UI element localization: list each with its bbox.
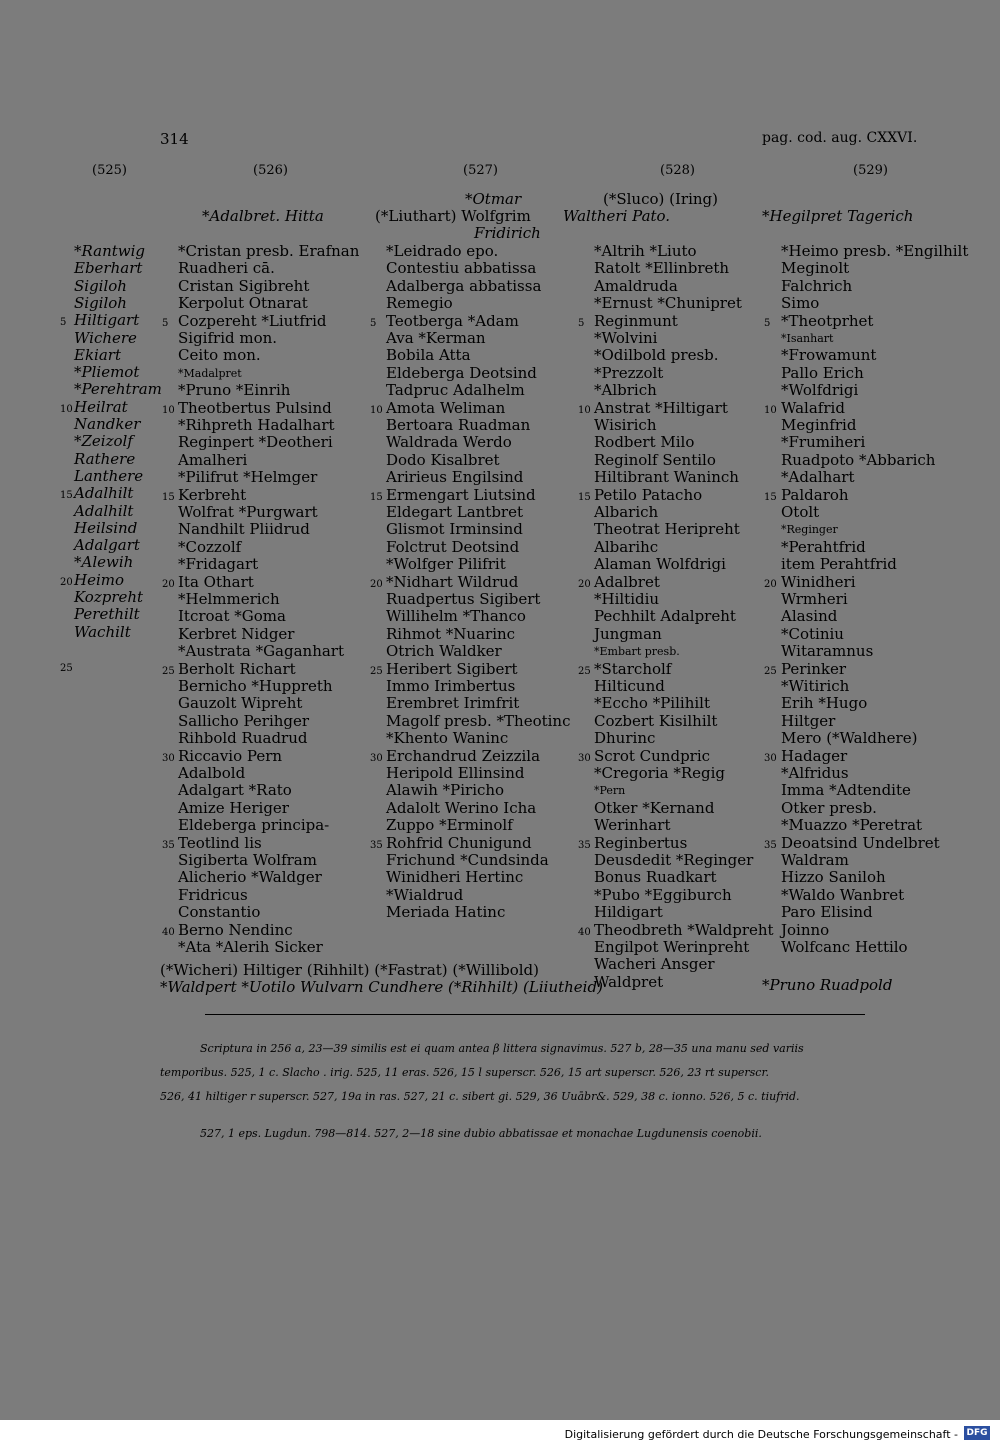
list-item: *Pliemot — [74, 363, 140, 382]
list-item: Eldeberga Deotsind — [386, 363, 537, 382]
list-item: Eldeberga principa- — [178, 816, 330, 835]
list-item: *Alfridus — [781, 764, 849, 782]
line-number: 40 — [578, 926, 591, 938]
list-item: Imma *Adtendite — [781, 781, 911, 800]
list-item: Wisirich — [594, 416, 657, 434]
list-item: Folctrut Deotsind — [386, 537, 520, 556]
line-number: 40 — [162, 926, 175, 938]
line-number: 10 — [162, 404, 175, 416]
list-item: Heribert Sigibert — [386, 659, 518, 678]
list-item: Nandker — [74, 415, 141, 433]
list-item: Rihbold Ruadrud — [178, 729, 308, 748]
list-item: Hizzo Saniloh — [781, 868, 886, 887]
list-item: Waldram — [781, 851, 849, 869]
line-number: 10 — [764, 404, 777, 416]
line-number: 10 — [578, 404, 591, 416]
list-item: *Pern — [594, 784, 626, 798]
list-item: Remegio — [386, 294, 453, 313]
list-item: *Madalpret — [178, 366, 242, 380]
line-number: 30 — [162, 752, 175, 764]
note-line: 526, 41 hiltiger r superscr. 527, 19a in ras. 527, 21 c. sibert gi. 529, 36 Uuābr&. 529, 38 c. ionno. 526, 5 c. tiufrid. — [160, 1090, 800, 1103]
list-item: Otrich Waldker — [386, 642, 502, 661]
line-number: 25 — [764, 665, 777, 677]
list-item: Teotlind lis — [178, 833, 262, 852]
list-item: Adalolt Werino Icha — [386, 798, 537, 817]
dfg-logo: DFG — [964, 1426, 990, 1440]
list-item: Waldpret — [594, 972, 664, 991]
col527-header-bot: Fridirich — [474, 224, 541, 242]
list-item: Ceito mon. — [178, 346, 261, 365]
list-item: *Rantwig — [74, 242, 146, 260]
line-number: 25 — [162, 665, 175, 677]
list-item: Lanthere — [74, 466, 144, 485]
list-item: Zuppo *Erminolf — [386, 816, 513, 835]
list-item: Gauzolt Wipreht — [178, 694, 303, 713]
list-item: Berholt Richart — [178, 659, 296, 678]
list-item: Pallo Erich — [781, 363, 864, 382]
list-item: *Alewih — [74, 553, 134, 572]
list-item: Cozbert Kisilhilt — [594, 711, 718, 730]
list-item: *Isanhart — [781, 332, 834, 345]
list-item: Bernicho *Huppreth — [178, 677, 333, 695]
list-item: Constantio — [178, 903, 261, 922]
list-item: Magolf presb. *Theotinc — [386, 711, 571, 730]
list-item: *Pubo *Eggiburch — [594, 885, 732, 904]
page-number: 314 — [160, 130, 189, 148]
line-number: 15 — [60, 490, 73, 502]
col529-header: *Hegilpret Tagerich — [762, 207, 914, 225]
list-item: Winidheri Hertinc — [386, 868, 524, 887]
list-item: *Helmmerich — [178, 590, 280, 608]
line-number: 20 — [370, 578, 383, 590]
list-item: Adalhilt — [74, 484, 134, 503]
list-item: Amota Weliman — [386, 398, 506, 417]
line-number: 30 — [764, 752, 777, 764]
list-item: *Pruno *Einrih — [178, 381, 291, 400]
list-item: Kozpreht — [74, 588, 144, 606]
list-item: Eberhart — [74, 259, 143, 278]
list-item: Meginfrid — [781, 416, 857, 434]
list-item: *Heimo presb. *Engilhilt — [781, 242, 969, 260]
line-number: 25 — [578, 665, 591, 677]
col528-header-mid: Waltheri Pato. — [563, 207, 671, 225]
list-item: Ratolt *Ellinbreth — [594, 259, 730, 278]
list-item: Ekiart — [74, 345, 121, 364]
list-item: Reginbertus — [594, 833, 688, 852]
list-item: *Zeizolf — [74, 432, 133, 451]
list-item: Teotberga *Adam — [386, 311, 519, 330]
line-number: 5 — [162, 317, 169, 329]
list-item: Berno Nendinc — [178, 920, 293, 939]
list-item: Sigiberta Wolfram — [178, 851, 317, 869]
list-item: Paldaroh — [781, 485, 849, 504]
list-item: Falchrich — [781, 276, 853, 295]
list-item: *Wolfger Pilifrit — [386, 555, 506, 574]
list-item: Hiltigart — [74, 311, 140, 330]
line-number: 30 — [578, 752, 591, 764]
list-item: *Embart presb. — [594, 645, 680, 659]
list-item: *Eccho *Pilihilt — [594, 694, 710, 713]
list-item: Jungman — [594, 624, 662, 643]
list-item: Kerpolut Otnarat — [178, 294, 308, 313]
list-item: Adalbold — [178, 764, 246, 782]
line-number: 25 — [60, 663, 73, 675]
dfg-credit: Digitalisierung gefördert durch die Deutsche Forschungsgemeinschaft - — [564, 1428, 958, 1441]
list-item: Erembret Irimfrit — [386, 694, 520, 713]
list-item: *Adalhart — [781, 468, 855, 487]
line-number: 15 — [162, 491, 175, 503]
list-item: Otker presb. — [781, 798, 877, 817]
list-item: Hiltibrant Waninch — [594, 468, 739, 487]
list-item: Wrmheri — [781, 590, 848, 608]
list-item: Hadager — [781, 746, 848, 765]
note-line: 527, 1 eps. Lugdun. 798—814. 527, 2—18 sine dubio abbatissae et monachae Lugdunensis coenobii. — [200, 1127, 762, 1140]
col528-header-top: (*Sluco) (Iring) — [603, 190, 718, 208]
list-item: Joinno — [781, 920, 830, 939]
line-number: 35 — [764, 839, 777, 851]
list-item: Fridricus — [178, 885, 248, 904]
line-number: 5 — [578, 317, 585, 329]
list-item: Scrot Cundpric — [594, 746, 711, 765]
line-number: 20 — [764, 578, 777, 590]
list-item: Dodo Kisalbret — [386, 450, 500, 469]
list-item: Dhurinc — [594, 729, 656, 748]
list-item: Rohfrid Chunigund — [386, 833, 532, 852]
apparatus-rule — [205, 1014, 865, 1015]
column-heading: (525) — [92, 163, 127, 178]
list-item: Walafrid — [781, 398, 845, 417]
list-item: Reginmunt — [594, 311, 678, 330]
list-item: Heripold Ellinsind — [386, 764, 525, 782]
line-number: 5 — [370, 317, 377, 329]
list-item: *Wialdrud — [386, 885, 464, 904]
list-item: item Perahtfrid — [781, 555, 897, 574]
list-item: *Theotprhet — [781, 311, 874, 330]
list-item: Rihmot *Nuarinc — [386, 624, 516, 643]
list-item: *Wolfdrigi — [781, 381, 859, 400]
list-item: *Wolvini — [594, 329, 658, 347]
list-item: Rathere — [74, 449, 136, 468]
list-item: *Muazzo *Peretrat — [781, 816, 923, 835]
list-item: *Cregoria *Regig — [594, 764, 726, 782]
line-number: 30 — [370, 752, 383, 764]
list-item: *Odilbold presb. — [594, 346, 719, 365]
list-item: *Ata *Alerih Sicker — [178, 938, 323, 956]
footer-line: (*Wicheri) Hiltiger (Rihhilt) (*Fastrat) (*Willibold) — [160, 961, 540, 979]
list-item: *Fridagart — [178, 555, 259, 574]
list-item: Otolt — [781, 503, 820, 521]
list-item: Frichund *Cundsinda — [386, 851, 549, 869]
list-item: Glismot Irminsind — [386, 520, 523, 539]
list-item: *Cotiniu — [781, 624, 844, 643]
list-item: Alaman Wolfdrigi — [594, 555, 726, 574]
footer-line: *Pruno Ruadpold — [762, 976, 893, 994]
list-item: Kerbreht — [178, 485, 247, 504]
list-item: Theotbertus Pulsind — [178, 398, 332, 417]
col527-header-top: *Otmar — [465, 190, 522, 208]
list-item: *Witirich — [781, 677, 850, 695]
list-item: Erchandrud Zeizzila — [386, 746, 541, 765]
list-item: Perethilt — [74, 605, 140, 624]
list-item: *Frumiheri — [781, 433, 866, 452]
list-item: Bonus Ruadkart — [594, 868, 717, 887]
line-number: 5 — [764, 317, 771, 329]
column-heading: (526) — [253, 163, 288, 178]
list-item: *Austrata *Gaganhart — [178, 642, 345, 661]
list-item: Waldrada Werdo — [386, 433, 512, 452]
line-number: 20 — [162, 578, 175, 590]
col526-header: *Adalbret. Hitta — [202, 207, 324, 225]
list-item: Sigiloh — [74, 276, 127, 295]
list-item: *Waldo Wanbret — [781, 885, 905, 904]
list-item: *Prezzolt — [594, 363, 664, 382]
column-heading: (527) — [463, 163, 498, 178]
list-item: Heilrat — [74, 397, 128, 416]
list-item: Sallicho Perihger — [178, 711, 310, 730]
list-item: Meriada Hatinc — [386, 903, 506, 922]
list-item: Amaldruda — [594, 276, 678, 295]
list-item: *Perehtram — [74, 380, 162, 399]
list-item: Werinhart — [594, 816, 671, 835]
list-item: Wolfrat *Purgwart — [178, 503, 318, 521]
list-item: *Reginger — [781, 523, 838, 537]
list-item: Engilpot Werinpreht — [594, 938, 750, 956]
list-item: Contestiu abbatissa — [386, 259, 537, 278]
list-item: Erih *Hugo — [781, 694, 868, 713]
list-item: *Hiltidiu — [594, 590, 660, 608]
list-item: Otker *Kernand — [594, 798, 715, 817]
list-item: Cozpereht *Liutfrid — [178, 311, 327, 330]
list-item: Riccavio Pern — [178, 746, 283, 765]
list-item: *Albrich — [594, 381, 657, 400]
line-number: 20 — [578, 578, 591, 590]
list-item: Bertoara Ruadman — [386, 416, 531, 434]
list-item: Ruadheri cā. — [178, 259, 275, 278]
list-item: *Ernust *Chunipret — [594, 294, 742, 313]
list-item: Mero (*Waldhere) — [781, 729, 918, 748]
list-item: Nandhilt Pliidrud — [178, 520, 310, 539]
list-item: Theodbreth *Waldpreht — [594, 920, 774, 939]
running-head: pag. cod. aug. CXXVI. — [762, 130, 918, 146]
list-item: Adalberga abbatissa — [386, 276, 542, 295]
note-line: temporibus. 525, 1 c. Slacho . irig. 525, 11 eras. 526, 15 l superscr. 526, 15 art superscr. 526, 23 rt superscr. — [160, 1066, 769, 1079]
footer-line: *Waldpert *Uotilo Wulvarn Cundhere (*Rihhilt) (Liiutheid) — [160, 978, 603, 996]
list-item: Adalgart *Rato — [178, 781, 292, 800]
list-item: Paro Elisind — [781, 903, 873, 922]
list-item: *Cristan presb. Erafnan — [178, 242, 360, 260]
list-item: *Rihpreth Hadalhart — [178, 416, 335, 434]
list-item: Petilo Patacho — [594, 485, 703, 504]
list-item: Ermengart Liutsind — [386, 485, 536, 504]
list-item: Tadpruc Adalhelm — [386, 381, 525, 400]
list-item: Wichere — [74, 328, 137, 347]
list-item: Eldegart Lantbret — [386, 503, 524, 521]
line-number: 15 — [370, 491, 383, 503]
list-item: Willihelm *Thanco — [386, 607, 526, 626]
list-item: Theotrat Heripreht — [594, 520, 740, 539]
list-item: Itcroat *Goma — [178, 607, 286, 626]
line-number: 35 — [578, 839, 591, 851]
line-number: 35 — [370, 839, 383, 851]
list-item: Heimo — [74, 570, 125, 589]
line-number: 15 — [764, 491, 777, 503]
list-item: Amalheri — [178, 450, 248, 469]
list-item: *Perahtfrid — [781, 537, 866, 556]
list-item: Amize Heriger — [178, 798, 289, 817]
list-item: *Starcholf — [594, 659, 672, 678]
list-item: Meginolt — [781, 259, 850, 278]
line-number: 5 — [60, 317, 67, 329]
list-item: Simo — [781, 294, 820, 313]
note-line: Scriptura in 256 a, 23—39 similis est ei quam antea β littera signavimus. 527 b, 28—35 una manu sed variis — [200, 1042, 804, 1055]
line-number: 20 — [60, 576, 73, 588]
list-item: Ava *Kerman — [386, 329, 486, 347]
list-item: *Pilifrut *Helmger — [178, 468, 318, 487]
list-item: Ruadpertus Sigibert — [386, 590, 541, 608]
list-item: Rodbert Milo — [594, 433, 695, 452]
list-item: *Nidhart Wildrud — [386, 572, 519, 591]
list-item: Ita Othart — [178, 572, 254, 591]
list-item: Pechhilt Adalpreht — [594, 607, 736, 626]
line-number: 10 — [60, 403, 73, 415]
list-item: Sigiloh — [74, 293, 127, 312]
line-number: 25 — [370, 665, 383, 677]
list-item: *Frowamunt — [781, 346, 877, 365]
line-number: 10 — [370, 404, 383, 416]
list-item: Adalhilt — [74, 501, 134, 520]
list-item: Heilsind — [74, 518, 138, 537]
list-item: Reginpert *Deotheri — [178, 433, 333, 452]
list-item: Aririeus Engilsind — [386, 468, 524, 487]
column-heading: (529) — [853, 163, 888, 178]
list-item: Anstrat *Hiltigart — [594, 398, 728, 417]
list-item: Ruadpoto *Abbarich — [781, 450, 936, 469]
list-item: Cristan Sigibreht — [178, 276, 310, 295]
list-item: Albarihc — [594, 537, 659, 556]
list-item: Kerbret Nidger — [178, 624, 295, 643]
column-heading: (528) — [660, 163, 695, 178]
list-item: Deoatsind Undelbret — [781, 833, 940, 852]
list-item: *Leidrado epo. — [386, 242, 499, 260]
list-item: Hiltger — [781, 711, 836, 730]
list-item: Perinker — [781, 659, 847, 678]
list-item: *Cozzolf — [178, 537, 242, 556]
col527-header-mid: (*Liuthart) Wolfgrim — [375, 207, 531, 225]
list-item: Alawih *Piricho — [386, 781, 505, 800]
list-item: Wachilt — [74, 622, 131, 641]
list-item: Winidheri — [781, 572, 856, 591]
list-item: Deusdedit *Reginger — [594, 851, 754, 869]
line-number: 35 — [162, 839, 175, 851]
list-item: Wacheri Ansger — [594, 955, 715, 974]
list-item: Hildigart — [594, 903, 663, 922]
list-item: Immo Irimbertus — [386, 677, 516, 695]
list-item: Alicherio *Waldger — [178, 868, 322, 887]
list-item: *Altrih *Liuto — [594, 242, 697, 260]
list-item: Witaramnus — [781, 642, 874, 661]
line-number: 15 — [578, 491, 591, 503]
list-item: Adalbret — [594, 572, 660, 591]
list-item: *Khento Waninc — [386, 729, 509, 748]
list-item: Wolfcanc Hettilo — [781, 938, 908, 956]
list-item: Alasind — [781, 607, 838, 626]
list-item: Reginolf Sentilo — [594, 450, 716, 469]
list-item: Bobila Atta — [386, 346, 471, 365]
list-item: Albarich — [594, 503, 659, 521]
list-item: Adalgart — [74, 536, 140, 555]
list-item: Sigifrid mon. — [178, 329, 278, 347]
list-item: Hilticund — [594, 677, 665, 695]
